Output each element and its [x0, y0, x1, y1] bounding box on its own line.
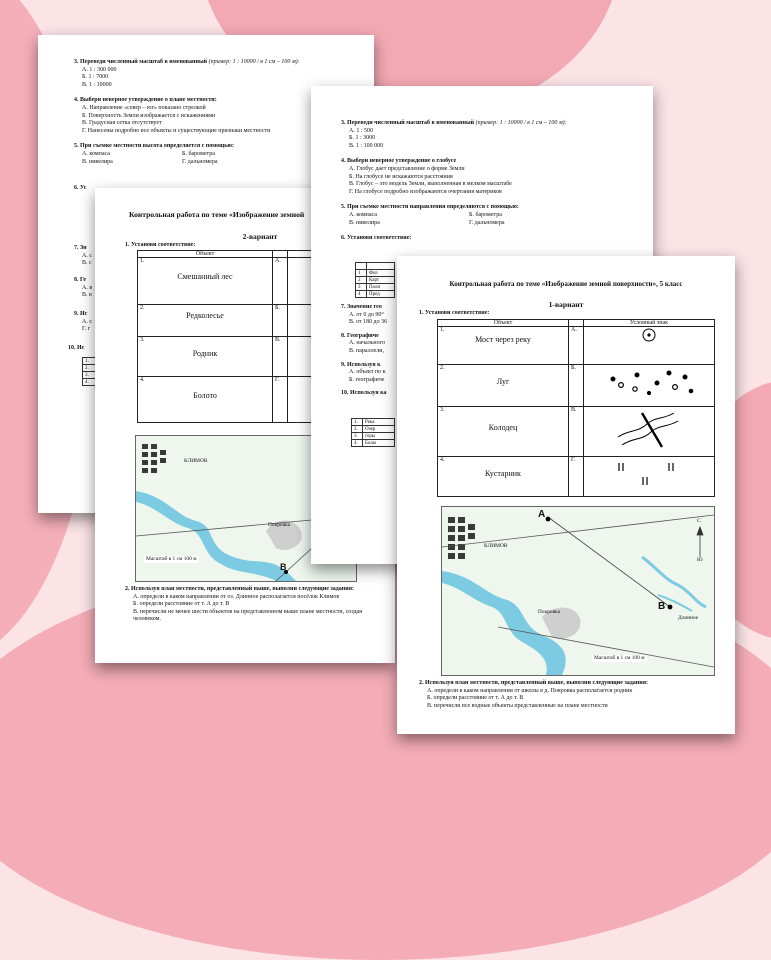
- question-number: 9.: [341, 361, 346, 368]
- question-number: 7.: [341, 304, 346, 310]
- map-scale: Масштаб в 1 см 100 м: [146, 556, 197, 562]
- object-name: Луг: [496, 377, 510, 386]
- question-number: 3.: [341, 120, 346, 126]
- column-header: Условный знак: [584, 320, 715, 327]
- answer-option: Б. барометра: [469, 211, 502, 218]
- question-text: При съемке местности высота определяется с помощью:: [80, 143, 234, 150]
- table-cell: горы: [363, 433, 395, 440]
- map-point-label: В: [280, 562, 287, 572]
- column-header: Объект: [438, 320, 569, 327]
- object-name: Родник: [192, 349, 218, 358]
- answer-option: Г. дальномера: [469, 219, 505, 226]
- object-name: Колодец: [488, 423, 518, 432]
- question-text-fragment: Значение гео: [347, 304, 382, 310]
- row-letter: Г.: [569, 457, 584, 497]
- question-number: 8.: [74, 277, 79, 283]
- answer-option: Б. 1 : 3000: [349, 135, 376, 142]
- map-point-a-label: А: [538, 509, 546, 520]
- map-label-place: Покровка: [538, 609, 561, 615]
- task-item: В. перечисли не менее шести объектов на представленном выше плане местности, создан: [133, 608, 363, 615]
- answer-fragment: А. с: [82, 318, 92, 325]
- row-letter: В.: [273, 337, 288, 377]
- answer-fragment: А. от 0 до 90°: [349, 311, 384, 318]
- table-cell: Болы: [363, 440, 395, 447]
- map-label-place: Покровка: [268, 522, 291, 528]
- row-letter: А.: [569, 327, 584, 365]
- task-item: А. определи в каком направлении от школы в д. Покровка располагается родник: [427, 687, 633, 694]
- table-cell: Физ: [367, 270, 395, 277]
- answer-option: А. компаса: [82, 150, 110, 157]
- table-cell: 4.: [83, 379, 104, 386]
- question-number: 4.: [341, 158, 346, 165]
- question-hint: (пример: 1 : 10000 / в 1 см – 100 м):: [475, 120, 567, 126]
- task-heading: 2. Используя план местности, представленный выше, выполни следующие задания:: [419, 680, 648, 686]
- answer-option: В. 1 : 100 000: [349, 142, 384, 149]
- map-south-label: Ю: [697, 557, 703, 563]
- answer-option: А. Глобус дает представление о форме Земли: [349, 165, 465, 172]
- map-label-village: КЛИМОВ: [184, 458, 208, 464]
- well-symbol-icon: [586, 327, 712, 343]
- task-item: Б. определи расстояние от т. А до т. В: [133, 601, 230, 608]
- row-letter: Б.: [273, 305, 288, 337]
- task-heading: 2. Используя план местности, представленный выше, выполни следующие задания:: [125, 586, 354, 592]
- question-text-fragment: Географиче: [347, 332, 379, 339]
- table-cell: Поли: [367, 284, 395, 291]
- question-text: Выбери неверное утверждение о плане местности:: [80, 97, 217, 104]
- answer-fragment: В. в: [82, 292, 92, 299]
- object-name: Болото: [193, 391, 217, 400]
- answer-option: В. 1 : 10000: [82, 81, 112, 88]
- question-number: 6.: [341, 235, 346, 242]
- answer-option: В. Глобус – это модель Земли, выполненная в мелком масштабе: [349, 181, 512, 188]
- map-point-b-label: В: [658, 601, 666, 612]
- question-text: Переведи численный масштаб в именованный: [347, 120, 475, 126]
- answer-fragment: А. начального: [349, 340, 385, 347]
- variant-label: 2-вариант: [242, 232, 278, 241]
- worksheet-page-variant1: [397, 256, 735, 734]
- question-number: 5.: [341, 204, 346, 211]
- question-number: 10.: [341, 390, 349, 397]
- variant-label: 1-вариант: [548, 300, 584, 309]
- answer-fragment: В. от 180 до 36: [349, 319, 388, 326]
- answer-fragment: А. с: [82, 252, 92, 259]
- answer-option: В. нивелира: [82, 158, 113, 165]
- answer-fragment: В. параллели,: [349, 347, 384, 354]
- map-label-village: КЛИМОВ: [484, 543, 508, 549]
- answer-fragment: Б. географиче: [349, 376, 385, 383]
- question-text-fragment: Ис: [77, 345, 85, 351]
- map-label-lake: Длинное: [678, 615, 699, 621]
- question-text: Установи соответствие:: [347, 235, 412, 242]
- row-letter: В.: [569, 407, 584, 457]
- task-item: человеком.: [133, 616, 161, 623]
- task-heading: 1. Установи соответствие:: [419, 310, 490, 316]
- row-number: 2.: [440, 365, 445, 371]
- map-north-label: С: [697, 518, 701, 524]
- question-text-fragment: Ус: [80, 185, 87, 191]
- row-letter: Г.: [273, 377, 288, 423]
- question-text-fragment: Ге: [80, 277, 87, 283]
- table-cell: 2.: [83, 365, 104, 372]
- table-cell: 1.: [83, 358, 104, 365]
- objects-table-fragment: 1. Река 2. Озер 3. горы 4. Болы: [351, 418, 395, 447]
- terrain-map-drawing: [442, 507, 714, 675]
- question-text-fragment: Используя к: [347, 361, 381, 368]
- question-number: 10.: [68, 345, 76, 351]
- answer-option: Г. На глобусе подробно изображаются очертания материков: [349, 188, 502, 195]
- question-number: 6.: [74, 185, 79, 191]
- page-title: Контрольная работа по теме «Изображение земной: [129, 210, 305, 219]
- map-scale: Масштаб в 1 см 100 м: [594, 655, 645, 661]
- question-text-fragment: Ис: [80, 311, 88, 317]
- question-number: 4.: [74, 97, 79, 104]
- row-number: 1.: [140, 258, 145, 264]
- answer-option: Б. Поверхность Земли изображается с искажениями: [82, 112, 216, 119]
- answer-fragment: А. объект по к: [349, 369, 386, 376]
- row-letter: А.: [273, 258, 288, 305]
- answer-option: Г. дальномера: [182, 158, 218, 165]
- row-number: 1.: [440, 327, 445, 333]
- table-cell: Карт: [367, 277, 395, 284]
- question-text-fragment: Зн: [80, 245, 87, 251]
- question-text-fragment: Используя ка: [350, 390, 387, 397]
- column-header: Объект: [138, 251, 273, 258]
- answer-option: Б. барометра: [182, 150, 215, 157]
- question-number: 9.: [74, 311, 79, 317]
- answer-option: Б. На глобусе не искажаются расстояния: [349, 173, 453, 180]
- question-hint: (пример: 1 : 10000 / в 1 см – 100 м):: [208, 59, 300, 65]
- object-name: Мост через реку: [475, 335, 531, 344]
- terrain-map: [441, 506, 715, 676]
- matching-table-fragment: 1 Физ 2 Карт 3 Поли 4 Пред: [355, 262, 395, 298]
- table-cell: 3.: [83, 372, 104, 379]
- table-cell: Озер: [363, 426, 395, 433]
- answer-fragment: А. в: [82, 284, 93, 291]
- question-number: 3.: [74, 59, 79, 65]
- answer-fragment: Г. г: [82, 326, 91, 333]
- matching-table: [437, 319, 715, 497]
- task-item: А. определи в каком направлении от оз. Длинное располагается посёлок Климов: [133, 593, 340, 600]
- answer-option: В. Градусная сетка отсутствует: [82, 120, 162, 127]
- table-cell: Пред: [367, 291, 395, 298]
- bridge-symbol-icon: [586, 407, 712, 451]
- question-text: Выбери неверное утверждение о глобусе: [347, 158, 457, 165]
- row-number: 4.: [140, 377, 145, 383]
- answer-fragment: В. с: [82, 260, 92, 267]
- question-text: При съемке местности направления определяются с помощью:: [347, 204, 519, 211]
- task-item: Б. определи расстояние от т. А до т. В: [427, 695, 524, 702]
- row-number: 2.: [140, 305, 145, 311]
- answer-option: А. компаса: [349, 211, 377, 218]
- answer-option: А. Направление «север – юг» показано стрелкой: [82, 104, 206, 111]
- object-name: Кустарник: [485, 469, 521, 478]
- question-number: 8.: [341, 332, 346, 339]
- question-number: 5.: [74, 143, 79, 150]
- answer-option: Г. Нанесены подробно все объекты и существующие признаки местности: [82, 127, 271, 134]
- question-text: Переведи численный масштаб в именованный: [80, 59, 208, 65]
- question-number: 7.: [74, 245, 79, 251]
- answer-option: Б. 1 : 7000: [82, 74, 109, 81]
- task-heading: 1. Установи соответствие:: [125, 242, 196, 248]
- page-title: Контрольная работа по теме «Изображение земной поверхности», 5 класс: [449, 280, 683, 288]
- object-name: Редколесье: [186, 311, 224, 320]
- row-number: 3.: [440, 407, 445, 413]
- meadow-symbol-icon: [586, 457, 712, 489]
- row-letter: Б.: [569, 365, 584, 407]
- shrubs-symbol-icon: [586, 365, 712, 401]
- object-name: Смешанный лес: [177, 272, 233, 281]
- answer-option: А. 1 : 500: [349, 127, 373, 134]
- row-number: 3.: [140, 337, 145, 343]
- table-cell: Река: [363, 419, 395, 426]
- answer-option: В. нивелира: [349, 219, 380, 226]
- task-item: В. перечисли все водные объекты представленные на плане местности: [427, 702, 608, 709]
- row-number: 4.: [440, 457, 445, 463]
- answer-option: А. 1 : 300 000: [82, 66, 117, 73]
